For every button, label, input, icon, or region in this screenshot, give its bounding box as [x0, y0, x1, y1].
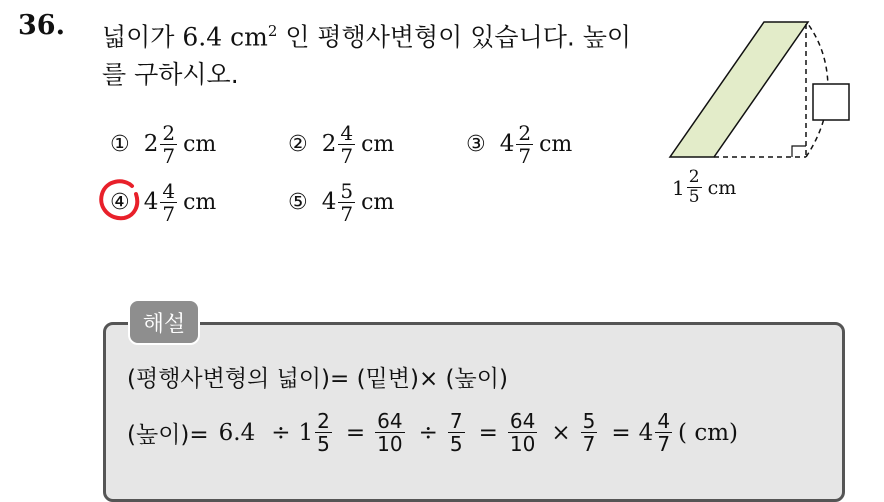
explanation-tag: 해설	[128, 299, 200, 345]
calc-result-whole: 4	[638, 419, 654, 446]
answer-circle-mark	[96, 176, 144, 224]
calc-term-5-den: 10	[509, 432, 536, 456]
option-5-mark: ⑤	[288, 189, 308, 215]
option-5-unit: cm	[361, 189, 395, 215]
area-value: 6.4 cm	[182, 22, 268, 52]
calc-term-4-fraction	[448, 410, 465, 455]
option-1-den: 7	[162, 143, 176, 168]
option-5[interactable]	[288, 172, 394, 232]
option-5-fraction	[338, 180, 355, 225]
question-number: 36.	[18, 10, 65, 41]
calc-op-1: ÷	[271, 419, 291, 446]
question-text-line2: 를 구하시오.	[102, 60, 239, 90]
option-3-mark: ③	[466, 131, 486, 157]
parallelogram-shape	[670, 22, 808, 157]
option-5-num: 5	[340, 178, 354, 203]
option-3-whole: 4	[499, 131, 515, 157]
option-3-num: 2	[518, 120, 532, 145]
option-2-unit: cm	[361, 131, 395, 157]
question-text-part-b: 인 평행사변형이 있습니다. 높이	[277, 22, 632, 52]
calc-op-2: ÷	[418, 419, 438, 446]
calc-result-num: 4	[657, 409, 671, 433]
calc-term-5-num: 64	[509, 409, 536, 433]
option-3-unit: cm	[539, 131, 573, 157]
calc-term-4-num: 7	[449, 409, 463, 433]
calc-result-den: 7	[657, 432, 671, 456]
option-3-fraction	[516, 122, 533, 167]
base-length-label	[672, 168, 736, 207]
option-2-mark: ②	[288, 131, 308, 157]
base-fraction	[687, 168, 702, 207]
base-unit: cm	[707, 176, 737, 199]
calc-term-3-den: 10	[377, 432, 403, 456]
calc-term-2-fraction	[315, 410, 332, 455]
option-4-unit: cm	[183, 189, 217, 215]
option-4-den: 7	[162, 201, 176, 226]
calc-term-3-fraction	[375, 410, 404, 455]
option-3[interactable]	[466, 114, 572, 174]
option-1-mark: ①	[110, 131, 130, 157]
option-1-num: 2	[162, 120, 176, 145]
calc-result-fraction	[655, 410, 672, 455]
option-4-whole: 4	[143, 189, 159, 215]
option-4-mark: ④	[110, 189, 130, 215]
base-den: 5	[688, 187, 700, 207]
question-text-part-a: 넓이가	[102, 22, 183, 52]
calc-term-2-den: 5	[317, 432, 330, 456]
calc-eq-1: =	[345, 419, 366, 446]
option-1[interactable]	[110, 114, 216, 174]
calc-term-2-num: 2	[317, 409, 330, 433]
calc-term-3-num: 64	[377, 409, 403, 433]
question-text	[102, 12, 662, 94]
calc-term-6-den: 7	[582, 432, 596, 456]
option-5-whole: 4	[321, 189, 337, 215]
base-whole: 1	[672, 175, 685, 200]
calc-result-unit: ( cm)	[678, 419, 738, 446]
calc-term-1: 6.4	[218, 419, 256, 446]
option-3-den: 7	[518, 143, 532, 168]
option-4-fraction	[160, 180, 177, 225]
calc-term-4-den: 5	[449, 432, 463, 456]
explanation-calculation	[127, 410, 738, 455]
calc-term-5-fraction	[508, 410, 537, 455]
option-4-num: 4	[162, 178, 176, 203]
option-2-den: 7	[340, 143, 354, 168]
option-1-unit: cm	[183, 131, 217, 157]
option-1-fraction	[160, 122, 177, 167]
calc-eq-3: =	[611, 419, 631, 446]
explanation-formula: (평행사변형의 넓이)= (밑변)× (높이)	[127, 366, 508, 392]
calc-eq-2: =	[478, 419, 498, 446]
height-answer-box	[813, 84, 849, 120]
area-exponent: 2	[267, 22, 278, 40]
option-5-den: 7	[340, 201, 354, 226]
calc-term-2-whole: 1	[298, 419, 314, 446]
base-num: 2	[688, 167, 700, 187]
calc-lhs: (높이)=	[127, 422, 209, 448]
option-2-num: 4	[340, 120, 354, 145]
calc-op-3: ×	[551, 419, 571, 446]
option-2[interactable]	[288, 114, 394, 174]
right-angle-mark	[792, 146, 806, 157]
calc-term-6-fraction	[581, 410, 598, 455]
calc-term-6-num: 5	[582, 409, 596, 433]
option-1-whole: 2	[143, 131, 159, 157]
option-2-whole: 2	[321, 131, 337, 157]
parallelogram-figure	[660, 14, 860, 174]
option-2-fraction	[338, 122, 355, 167]
